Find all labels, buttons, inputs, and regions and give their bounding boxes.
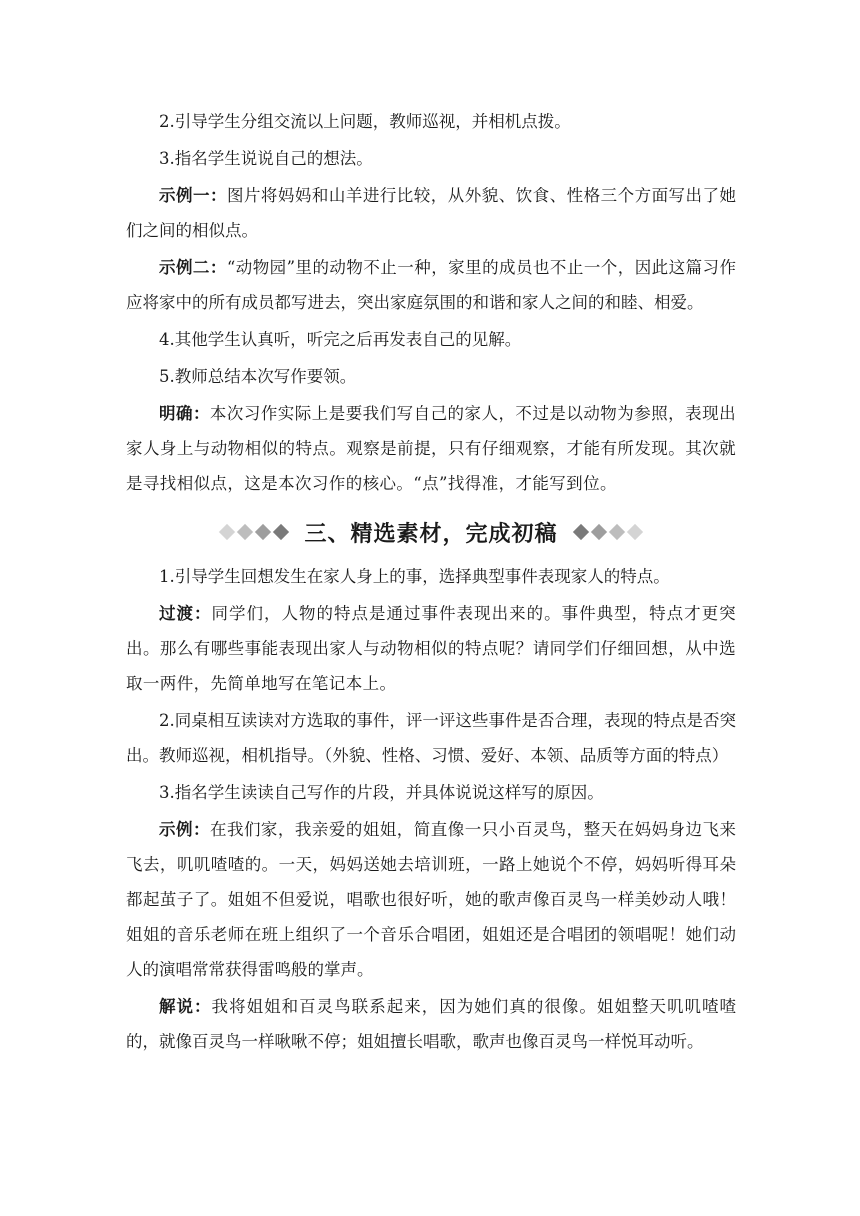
paragraph-step-b2 xyxy=(126,703,736,773)
diamond-icon xyxy=(626,524,642,540)
paragraph-clarification xyxy=(126,396,736,501)
paragraph-text: 3.指名学生说说自己的想法。 xyxy=(159,149,373,168)
paragraph-text: 5.教师总结本次写作要领。 xyxy=(159,367,357,386)
paragraph-label: 解说： xyxy=(159,997,212,1016)
paragraph-text: “动物园”里的动物不止一种，家里的成员也不止一个，因此这篇习作应将家中的所有成员都写进去，突出家庭氛围的和谐和家人之间的和睦、相爱。 xyxy=(126,258,737,312)
paragraph-step-3 xyxy=(126,141,736,176)
section-heading-text: 三、精选素材，完成初稿 xyxy=(304,521,558,547)
paragraph-step-5 xyxy=(126,359,736,394)
paragraph-step-4 xyxy=(126,322,736,357)
paragraph-text: 本次习作实际上是要我们写自己的家人，不过是以动物为参照，表现出家人身上与动物相似的特点。观察是前提，只有仔细观察，才能有所发现。其次就是寻找相似点，这是本次习作的核心。“点”找得准，才能写到位。 xyxy=(126,404,736,493)
paragraph-text: 2.同桌相互读读对方选取的事件，评一评这些事件是否合理，表现的特点是否突出。教师巡视，相机指导。（外貌、性格、习惯、爱好、本领、品质等方面的特点） xyxy=(126,711,736,765)
diamond-icon xyxy=(219,524,235,540)
paragraph-example-2 xyxy=(126,250,736,320)
paragraph-text: 3.指名学生读读自己写作的片段，并具体说说这样写的原因。 xyxy=(159,783,604,802)
diamond-icon xyxy=(273,524,289,540)
paragraph-text: 1.引导学生回想发生在家人身上的事，选择典型事件表现家人的特点。 xyxy=(159,567,670,586)
paragraph-label: 过渡： xyxy=(159,604,212,623)
paragraph-text: 2.引导学生分组交流以上问题，教师巡视，并相机点拨。 xyxy=(159,112,571,131)
document-page xyxy=(126,104,736,1059)
diamond-icon xyxy=(590,524,606,540)
paragraph-text: 4.其他学生认真听，听完之后再发表自己的见解。 xyxy=(159,330,522,349)
paragraph-text: 图片将妈妈和山羊进行比较，从外貌、饮食、性格三个方面写出了她们之间的相似点。 xyxy=(126,186,737,240)
paragraph-text: 在我们家，我亲爱的姐姐，简直像一只小百灵鸟，整天在妈妈身边飞来飞去，叽叽喳喳的。一天，妈妈送她去培训班，一路上她说个不停，妈妈听得耳朵都起茧子了。姐姐不但爱说，唱歌也很好听，她的歌声像百灵鸟一样美妙动人哦！姐姐的音乐老师在班上组织了一个音乐合唱团，姐姐还是合唱团的领唱呢！她们动人的演唱常常获得雷鸣般的掌声。 xyxy=(126,820,737,979)
left-diamond-ornament xyxy=(220,525,288,539)
diamond-icon xyxy=(572,524,588,540)
paragraph-transition xyxy=(126,596,736,701)
paragraph-step-b3 xyxy=(126,775,736,810)
paragraph-explanation xyxy=(126,989,736,1059)
paragraph-step-b1 xyxy=(126,559,736,594)
section-heading xyxy=(126,509,736,555)
diamond-icon xyxy=(608,524,624,540)
paragraph-text: 我将姐姐和百灵鸟联系起来，因为她们真的很像。姐姐整天叽叽喳喳的，就像百灵鸟一样啾啾不停；姐姐擅长唱歌，歌声也像百灵鸟一样悦耳动听。 xyxy=(126,997,736,1051)
diamond-icon xyxy=(255,524,271,540)
paragraph-example-1 xyxy=(126,178,736,248)
paragraph-label: 示例二： xyxy=(159,258,227,277)
right-diamond-ornament xyxy=(574,525,642,539)
paragraph-label: 示例： xyxy=(159,820,210,839)
paragraph-label: 示例一： xyxy=(159,186,227,205)
paragraph-step-2 xyxy=(126,104,736,139)
paragraph-text: 同学们，人物的特点是通过事件表现出来的。事件典型，特点才更突出。那么有哪些事能表现出家人与动物相似的特点呢？请同学们仔细回想，从中选取一两件，先简单地写在笔记本上。 xyxy=(126,604,737,693)
paragraph-example xyxy=(126,812,736,987)
paragraph-label: 明确： xyxy=(159,404,210,423)
diamond-icon xyxy=(237,524,253,540)
